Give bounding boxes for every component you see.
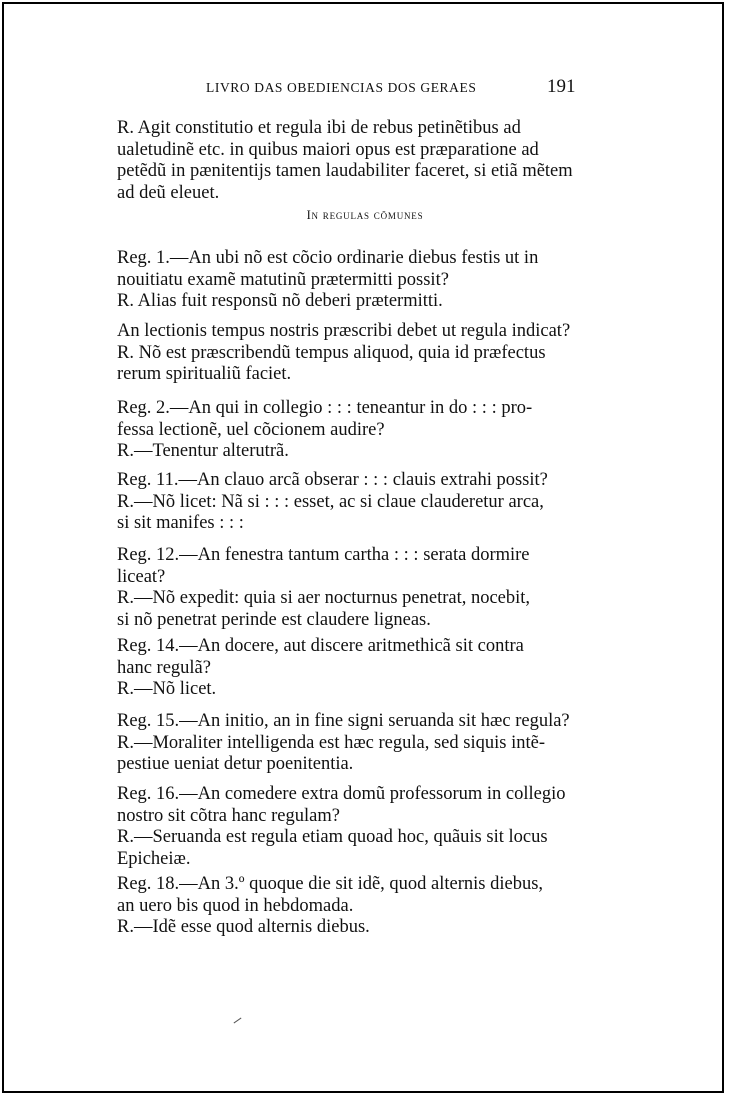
text-line: pestiue ueniat detur poenitentia. <box>117 754 354 774</box>
paragraph-reg-18 <box>117 874 577 939</box>
text-line: Reg. 2.—An qui in collegio : : : teneantur in do : : : pro- <box>117 398 533 418</box>
paragraph-intro <box>117 118 577 204</box>
text-line: R.—Tenentur alterutrã. <box>117 441 289 461</box>
paragraph-reg-12 <box>117 545 577 631</box>
text-line: Reg. 12.—An fenestra tantum cartha : : : serata dormire <box>117 545 530 565</box>
paragraph-reg-14 <box>117 636 577 701</box>
text-line: R.—Nõ licet. <box>117 679 217 699</box>
text-line: an uero bis quod in hebdomada. <box>117 895 354 916</box>
text-line: R. Agit constitutio et regula ibi de rebus petinẽtibus ad <box>117 118 521 138</box>
running-head <box>0 78 730 102</box>
text-line: Reg. 18.—An 3.º quoque die sit idẽ, quod alternis diebus, <box>117 874 544 894</box>
paragraph-reg-2 <box>117 398 577 463</box>
text-line: fessa lectionẽ, uel cõcionem audire? <box>117 419 385 440</box>
text-line: R.—Nõ expedit: quia si aer nocturnus penetrat, nocebit, <box>117 588 531 608</box>
text-line: R. Nõ est præscribendũ tempus aliquod, quia id præfectus <box>117 342 546 363</box>
paragraph-reg-16 <box>117 784 577 870</box>
text-line: Reg. 11.—An clauo arcã obserar : : : clauis extrahi possit? <box>117 470 548 490</box>
text-line: R.—Idẽ esse quod alternis diebus. <box>117 917 370 937</box>
text-line: nouitiatu examẽ matutinũ prætermitti possit? <box>117 269 449 290</box>
text-line: ualetudinẽ etc. in quibus maiori opus est præparatione ad <box>117 139 539 160</box>
text-line: R.—Seruanda est regula etiam quoad hoc, quãuis sit locus <box>117 827 548 847</box>
text-line: rerum spiritualiũ faciet. <box>117 364 292 384</box>
text-line: R.—Nõ licet: Nã si : : : esset, ac si claue clauderetur arca, <box>117 491 544 512</box>
section-heading: In regulas cõmunes <box>306 208 424 222</box>
page-number: 191 <box>547 76 576 97</box>
text-line: si nõ penetrat perinde est claudere ligneas. <box>117 609 431 630</box>
text-line: petẽdũ in pænitentijs tamen laudabiliter faceret, si etiã mẽtem <box>117 161 573 181</box>
text-line: hanc regulã? <box>117 657 211 678</box>
paragraph-reg-15 <box>117 711 577 776</box>
text-line: Reg. 1.—An ubi nõ est cõcio ordinarie diebus festis ut in <box>117 248 539 268</box>
text-line: Reg. 15.—An initio, an in fine signi seruanda sit hæc regula? <box>117 711 570 731</box>
text-line: R.—Moraliter intelligenda est hæc regula, sed siquis intẽ- <box>117 732 545 753</box>
text-line: si sit manifes : : : <box>117 513 244 533</box>
running-title: LIVRO DAS OBEDIENCIAS DOS GERAES <box>206 80 477 95</box>
text-line: Epicheiæ. <box>117 848 191 869</box>
text-line: Reg. 14.—An docere, aut discere aritmethicã sit contra <box>117 636 524 656</box>
text-line: An lectionis tempus nostris præscribi debet ut regula indicat? <box>117 321 571 341</box>
paragraph-reg-1 <box>117 248 577 313</box>
text-line: liceat? <box>117 566 166 587</box>
text-line: ad deũ eleuet. <box>117 182 220 203</box>
paragraph-reg-11 <box>117 470 577 535</box>
paragraph-lectionis <box>117 321 577 386</box>
text-line: Reg. 16.—An comedere extra domũ professorum in collegio <box>117 784 566 804</box>
text-line: nostro sit cõtra hanc regulam? <box>117 805 340 826</box>
text-line: R. Alias fuit responsũ nõ deberi prætermitti. <box>117 291 443 311</box>
